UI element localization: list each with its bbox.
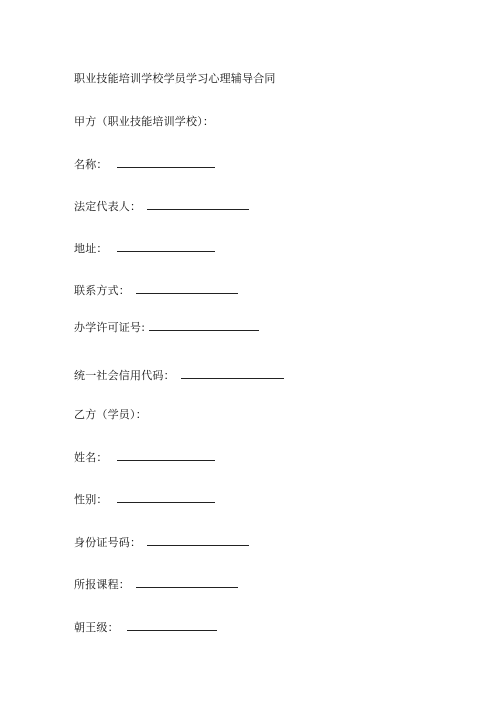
field-id-number-label: 身份证号码： bbox=[74, 536, 142, 549]
field-student-name bbox=[74, 450, 215, 465]
field-legal-representative-blank[interactable] bbox=[147, 199, 249, 210]
field-license bbox=[74, 320, 259, 335]
field-credit-code-blank[interactable] bbox=[181, 368, 284, 379]
field-gender-blank[interactable] bbox=[117, 492, 215, 503]
field-gender bbox=[74, 492, 215, 507]
party-b-heading-text: 乙方（学员）： bbox=[74, 408, 147, 421]
field-student-name-label: 姓名： bbox=[74, 451, 108, 464]
field-class bbox=[74, 620, 217, 635]
field-name-label: 名称： bbox=[74, 158, 108, 171]
field-course-label: 所报课程： bbox=[74, 578, 130, 591]
party-a-heading bbox=[74, 115, 214, 129]
field-address-blank[interactable] bbox=[117, 241, 215, 252]
field-license-blank[interactable] bbox=[149, 320, 259, 331]
field-course-blank[interactable] bbox=[136, 577, 238, 588]
field-class-blank[interactable] bbox=[127, 620, 217, 631]
field-credit-code-label: 统一社会信用代码： bbox=[74, 369, 175, 382]
field-gender-label: 性别： bbox=[74, 493, 108, 506]
document-title bbox=[74, 72, 276, 86]
field-name-blank[interactable] bbox=[117, 157, 215, 168]
party-a-heading-text: 甲方（职业技能培训学校）： bbox=[74, 115, 215, 128]
field-name bbox=[74, 157, 215, 172]
field-credit-code bbox=[74, 368, 284, 383]
field-student-name-blank[interactable] bbox=[117, 450, 215, 461]
field-contact-blank[interactable] bbox=[136, 283, 238, 294]
field-contact bbox=[74, 283, 238, 298]
title-text: 职业技能培训学校学员学习心理辅导合同 bbox=[74, 72, 276, 85]
field-legal-representative-label: 法定代表人： bbox=[74, 200, 142, 213]
field-id-number-blank[interactable] bbox=[147, 535, 249, 546]
field-id-number bbox=[74, 535, 249, 550]
field-address-label: 地址： bbox=[74, 242, 108, 255]
field-address bbox=[74, 241, 215, 256]
party-b-heading bbox=[74, 408, 147, 422]
field-license-label: 办学许可证号: bbox=[74, 321, 146, 334]
field-class-label: 朝王级： bbox=[74, 621, 119, 634]
field-contact-label: 联系方式： bbox=[74, 284, 130, 297]
field-course bbox=[74, 577, 238, 592]
field-legal-representative bbox=[74, 199, 249, 214]
